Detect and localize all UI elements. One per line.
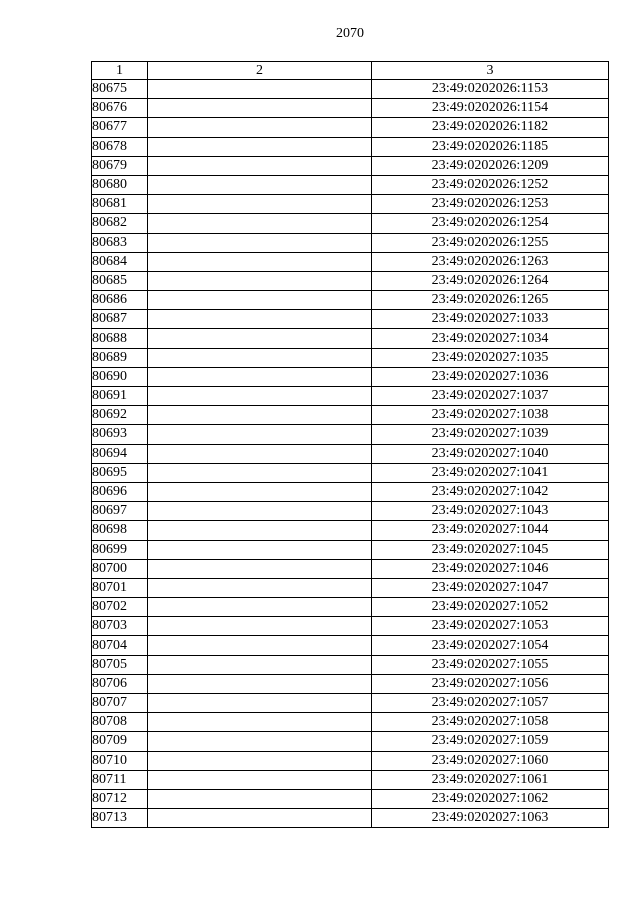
cadastral-number-cell: 23:49:0202027:1044 — [372, 521, 609, 540]
cadastral-number-cell: 23:49:0202026:1255 — [372, 233, 609, 252]
table-row — [92, 636, 609, 655]
column-header-2: 2 — [148, 62, 372, 80]
cadastral-number-cell: 23:49:0202027:1063 — [372, 809, 609, 828]
table-row — [92, 425, 609, 444]
table-header — [92, 62, 609, 80]
cadastral-number-cell: 23:49:0202026:1264 — [372, 271, 609, 290]
table-row — [92, 674, 609, 693]
table-row — [92, 732, 609, 751]
table-row — [92, 521, 609, 540]
empty-cell — [148, 578, 372, 597]
row-number-cell: 80686 — [92, 291, 148, 310]
empty-cell — [148, 751, 372, 770]
empty-cell — [148, 329, 372, 348]
cadastral-number-cell: 23:49:0202027:1041 — [372, 463, 609, 482]
cadastral-number-cell: 23:49:0202027:1045 — [372, 540, 609, 559]
row-number-cell: 80676 — [92, 99, 148, 118]
table-row — [92, 156, 609, 175]
cadastral-number-cell: 23:49:0202027:1058 — [372, 713, 609, 732]
cadastral-number-cell: 23:49:0202026:1265 — [372, 291, 609, 310]
cadastral-number-cell: 23:49:0202027:1043 — [372, 502, 609, 521]
cadastral-number-cell: 23:49:0202026:1209 — [372, 156, 609, 175]
cadastral-number-cell: 23:49:0202026:1185 — [372, 137, 609, 156]
table-row — [92, 406, 609, 425]
empty-cell — [148, 348, 372, 367]
table-row — [92, 348, 609, 367]
row-number-cell: 80688 — [92, 329, 148, 348]
table-row — [92, 387, 609, 406]
empty-cell — [148, 598, 372, 617]
cadastral-number-cell: 23:49:0202027:1052 — [372, 598, 609, 617]
row-number-cell: 80687 — [92, 310, 148, 329]
table-row — [92, 118, 609, 137]
cadastral-number-cell: 23:49:0202026:1153 — [372, 80, 609, 99]
empty-cell — [148, 694, 372, 713]
table-row — [92, 195, 609, 214]
table-row — [92, 291, 609, 310]
cadastral-number-cell: 23:49:0202027:1035 — [372, 348, 609, 367]
row-number-cell: 80697 — [92, 502, 148, 521]
empty-cell — [148, 233, 372, 252]
cadastral-number-cell: 23:49:0202027:1033 — [372, 310, 609, 329]
empty-cell — [148, 674, 372, 693]
empty-cell — [148, 770, 372, 789]
table-row — [92, 809, 609, 828]
empty-cell — [148, 713, 372, 732]
row-number-cell: 80685 — [92, 271, 148, 290]
row-number-cell: 80692 — [92, 406, 148, 425]
empty-cell — [148, 732, 372, 751]
cadastral-number-cell: 23:49:0202026:1263 — [372, 252, 609, 271]
empty-cell — [148, 789, 372, 808]
row-number-cell: 80691 — [92, 387, 148, 406]
row-number-cell: 80681 — [92, 195, 148, 214]
cadastral-number-cell: 23:49:0202027:1042 — [372, 482, 609, 501]
table-row — [92, 252, 609, 271]
cadastral-number-cell: 23:49:0202027:1060 — [372, 751, 609, 770]
row-number-cell: 80709 — [92, 732, 148, 751]
cadastral-number-cell: 23:49:0202026:1252 — [372, 175, 609, 194]
table-row — [92, 617, 609, 636]
table-row — [92, 367, 609, 386]
cadastral-number-cell: 23:49:0202027:1036 — [372, 367, 609, 386]
row-number-cell: 80711 — [92, 770, 148, 789]
row-number-cell: 80710 — [92, 751, 148, 770]
row-number-cell: 80703 — [92, 617, 148, 636]
table-row — [92, 713, 609, 732]
empty-cell — [148, 444, 372, 463]
row-number-cell: 80696 — [92, 482, 148, 501]
row-number-cell: 80705 — [92, 655, 148, 674]
table-row — [92, 482, 609, 501]
row-number-cell: 80701 — [92, 578, 148, 597]
table-row — [92, 598, 609, 617]
row-number-cell: 80675 — [92, 80, 148, 99]
row-number-cell: 80689 — [92, 348, 148, 367]
row-number-cell: 80702 — [92, 598, 148, 617]
empty-cell — [148, 156, 372, 175]
registry-table — [91, 61, 609, 828]
cadastral-number-cell: 23:49:0202026:1182 — [372, 118, 609, 137]
row-number-cell: 80678 — [92, 137, 148, 156]
cadastral-number-cell: 23:49:0202027:1046 — [372, 559, 609, 578]
empty-cell — [148, 80, 372, 99]
row-number-cell: 80694 — [92, 444, 148, 463]
empty-cell — [148, 387, 372, 406]
cadastral-number-cell: 23:49:0202027:1039 — [372, 425, 609, 444]
cadastral-number-cell: 23:49:0202027:1053 — [372, 617, 609, 636]
empty-cell — [148, 195, 372, 214]
cadastral-number-cell: 23:49:0202026:1154 — [372, 99, 609, 118]
table-row — [92, 175, 609, 194]
empty-cell — [148, 406, 372, 425]
header-row — [92, 62, 609, 80]
row-number-cell: 80707 — [92, 694, 148, 713]
cadastral-number-cell: 23:49:0202027:1047 — [372, 578, 609, 597]
row-number-cell: 80677 — [92, 118, 148, 137]
empty-cell — [148, 214, 372, 233]
empty-cell — [148, 655, 372, 674]
row-number-cell: 80693 — [92, 425, 148, 444]
table-row — [92, 694, 609, 713]
table-row — [92, 329, 609, 348]
cadastral-number-cell: 23:49:0202026:1254 — [372, 214, 609, 233]
row-number-cell: 80684 — [92, 252, 148, 271]
table-row — [92, 540, 609, 559]
cadastral-number-cell: 23:49:0202027:1054 — [372, 636, 609, 655]
empty-cell — [148, 482, 372, 501]
table-row — [92, 233, 609, 252]
cadastral-number-cell: 23:49:0202027:1037 — [372, 387, 609, 406]
page-number: 2070 — [336, 26, 364, 41]
table-row — [92, 751, 609, 770]
table-row — [92, 214, 609, 233]
table-row — [92, 99, 609, 118]
table-row — [92, 789, 609, 808]
empty-cell — [148, 617, 372, 636]
cadastral-number-cell: 23:49:0202027:1061 — [372, 770, 609, 789]
row-number-cell: 80700 — [92, 559, 148, 578]
cadastral-number-cell: 23:49:0202027:1034 — [372, 329, 609, 348]
table-row — [92, 271, 609, 290]
table-body — [92, 80, 609, 828]
table-row — [92, 655, 609, 674]
cadastral-number-cell: 23:49:0202026:1253 — [372, 195, 609, 214]
empty-cell — [148, 175, 372, 194]
cadastral-number-cell: 23:49:0202027:1038 — [372, 406, 609, 425]
empty-cell — [148, 271, 372, 290]
row-number-cell: 80704 — [92, 636, 148, 655]
table-row — [92, 463, 609, 482]
empty-cell — [148, 118, 372, 137]
table-row — [92, 502, 609, 521]
table-row — [92, 444, 609, 463]
table-row — [92, 559, 609, 578]
table-row — [92, 770, 609, 789]
row-number-cell: 80679 — [92, 156, 148, 175]
cadastral-number-cell: 23:49:0202027:1059 — [372, 732, 609, 751]
table-row — [92, 137, 609, 156]
row-number-cell: 80680 — [92, 175, 148, 194]
row-number-cell: 80708 — [92, 713, 148, 732]
row-number-cell: 80712 — [92, 789, 148, 808]
row-number-cell: 80695 — [92, 463, 148, 482]
empty-cell — [148, 367, 372, 386]
row-number-cell: 80706 — [92, 674, 148, 693]
empty-cell — [148, 636, 372, 655]
cadastral-number-cell: 23:49:0202027:1040 — [372, 444, 609, 463]
cadastral-number-cell: 23:49:0202027:1056 — [372, 674, 609, 693]
column-header-3: 3 — [372, 62, 609, 80]
row-number-cell: 80698 — [92, 521, 148, 540]
cadastral-number-cell: 23:49:0202027:1062 — [372, 789, 609, 808]
cadastral-number-cell: 23:49:0202027:1057 — [372, 694, 609, 713]
row-number-cell: 80699 — [92, 540, 148, 559]
row-number-cell: 80682 — [92, 214, 148, 233]
table-row — [92, 310, 609, 329]
empty-cell — [148, 463, 372, 482]
empty-cell — [148, 137, 372, 156]
table-row — [92, 80, 609, 99]
column-header-1: 1 — [92, 62, 148, 80]
empty-cell — [148, 521, 372, 540]
empty-cell — [148, 540, 372, 559]
row-number-cell: 80683 — [92, 233, 148, 252]
empty-cell — [148, 252, 372, 271]
empty-cell — [148, 809, 372, 828]
empty-cell — [148, 502, 372, 521]
empty-cell — [148, 310, 372, 329]
empty-cell — [148, 559, 372, 578]
row-number-cell: 80690 — [92, 367, 148, 386]
table-row — [92, 578, 609, 597]
empty-cell — [148, 99, 372, 118]
cadastral-number-cell: 23:49:0202027:1055 — [372, 655, 609, 674]
empty-cell — [148, 425, 372, 444]
row-number-cell: 80713 — [92, 809, 148, 828]
empty-cell — [148, 291, 372, 310]
